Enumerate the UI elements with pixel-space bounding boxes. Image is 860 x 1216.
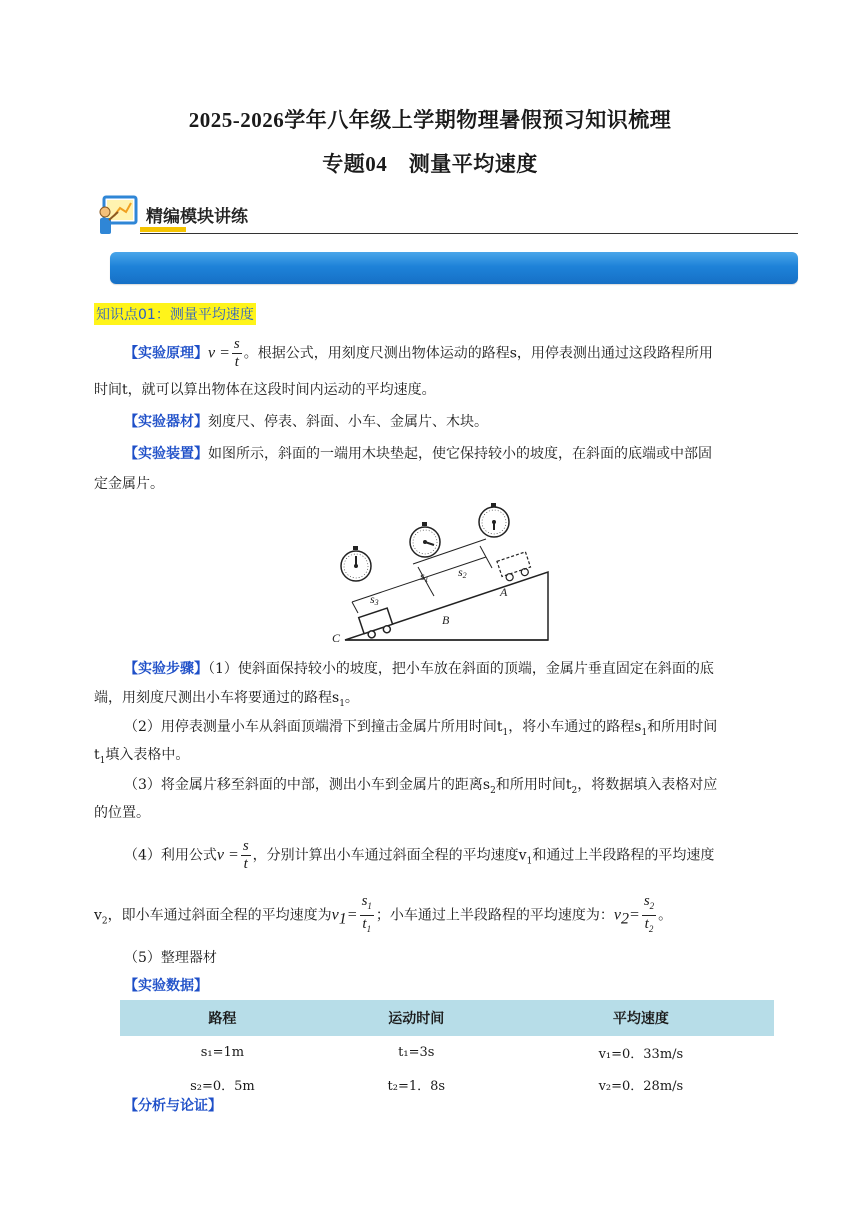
document-title: 2025-2026学年八年级上学期物理暑假预习知识梳理 xyxy=(188,108,672,132)
stopwatch-3-icon xyxy=(479,503,509,537)
steps-line-1: 【实验步骤】（1）使斜面保持较小的坡度，把小车放在斜面的顶端，金属片垂直固定在斜面的底 xyxy=(124,661,714,677)
stopwatch-1-icon xyxy=(341,546,371,581)
equipment-text: 刻度尺、停表、斜面、小车、金属片、木块。 xyxy=(208,414,488,430)
table-row: s₂=0．5m t₂=1．8s v₂=0．28m/s xyxy=(190,1078,684,1094)
principle-line-2: 时间t，就可以算出物体在这段时间内运动的平均速度。 xyxy=(94,382,436,398)
teaching-board-icon xyxy=(96,194,138,236)
stopwatch-2-icon xyxy=(410,522,440,557)
section-rule xyxy=(140,233,798,234)
principle-fraction: $\frac{s}{t}$ xyxy=(233,336,240,370)
apparatus-text: 如图所示，斜面的一端用木块垫起，使它保持较小的坡度，在斜面的底端或中部固 xyxy=(208,446,712,462)
principle-formula-lhs: v = xyxy=(208,344,230,362)
header-distance: 路程 xyxy=(120,1000,325,1036)
label-B: B xyxy=(442,613,450,627)
section-label: 精编模块讲练 xyxy=(146,207,248,227)
steps-line-4: $t_1$填入表格中。 xyxy=(94,747,190,766)
steps-line-7: （4）利用公式v = $\frac{s}{t}$ ，分别计算出小车通过斜面全程的平均速度$v_1$和通过上半段路程的平均速度 xyxy=(124,838,715,872)
steps-line-5: （3）将金属片移至斜面的中部，测出小车到金属片的距离$s_2$和所用时间$t_2$，将数据填入表格对应 xyxy=(124,777,718,796)
apparatus-label: 【实验装置】 xyxy=(124,446,208,462)
apparatus-line-2: 定金属片。 xyxy=(94,476,164,492)
knowledge-point-heading: 知识点01：测量平均速度 xyxy=(94,303,256,325)
steps-line-8: $v_2$，即小车通过斜面全程的平均速度为$v_1=$ $\frac{s_1}{t_1}$ ；小车通过上半段路程的平均速度为：$v_2=$ $\frac{s_2}{t_2}$ 。 xyxy=(94,893,814,938)
label-A: A xyxy=(500,585,508,599)
v2-fraction: $\frac{s_2}{t_2}$ xyxy=(643,893,655,934)
steps-line-3: （2）用停表测量小车从斜面顶端滑下到撞击金属片所用时间$t_1$，将小车通过的路程$s_1$和所用时间 xyxy=(124,719,718,738)
header-speed: 平均速度 xyxy=(508,1000,774,1036)
label-s1: s1 xyxy=(420,569,429,584)
step4-fraction: $\frac{s}{t}$ xyxy=(242,838,249,872)
steps-line-6: 的位置。 xyxy=(94,805,150,821)
steps-label: 【实验步骤】 xyxy=(124,661,208,677)
label-s3: s3 xyxy=(370,592,379,607)
data-table-wrap xyxy=(120,1000,774,1100)
table-row: s₁=1m t₁=3s v₁=0．33m/s xyxy=(200,1044,684,1062)
principle-text: 。根据公式，用刻度尺测出物体运动的路程s，用停表测出通过这段路程所用 xyxy=(243,345,713,362)
principle-line-1 xyxy=(124,336,804,371)
data-table xyxy=(120,1000,774,1100)
equipment-line xyxy=(124,408,804,436)
principle-label: 【实验原理】 xyxy=(124,345,208,362)
analysis-label: 【分析与论证】 xyxy=(124,1098,222,1114)
section-accent-bar xyxy=(140,227,186,232)
car-start-outline xyxy=(497,552,533,583)
header-time: 运动时间 xyxy=(325,1000,508,1036)
data-label: 【实验数据】 xyxy=(124,978,208,994)
equipment-label: 【实验器材】 xyxy=(124,414,208,430)
table-header-row xyxy=(120,1000,774,1036)
steps-line-9: （5）整理器材 xyxy=(124,950,217,966)
v1-fraction: $\frac{s_1}{t_1}$ xyxy=(361,893,372,934)
document-subtitle: 专题04 测量平均速度 xyxy=(322,152,538,176)
incline-apparatus-diagram xyxy=(330,500,570,646)
label-C: C xyxy=(332,631,341,645)
section-banner xyxy=(110,252,798,284)
steps-line-2: 端，用刻度尺测出小车将要通过的路程$s_1$。 xyxy=(94,690,359,709)
label-s2: s2 xyxy=(458,565,467,580)
apparatus-line-1 xyxy=(124,440,804,468)
